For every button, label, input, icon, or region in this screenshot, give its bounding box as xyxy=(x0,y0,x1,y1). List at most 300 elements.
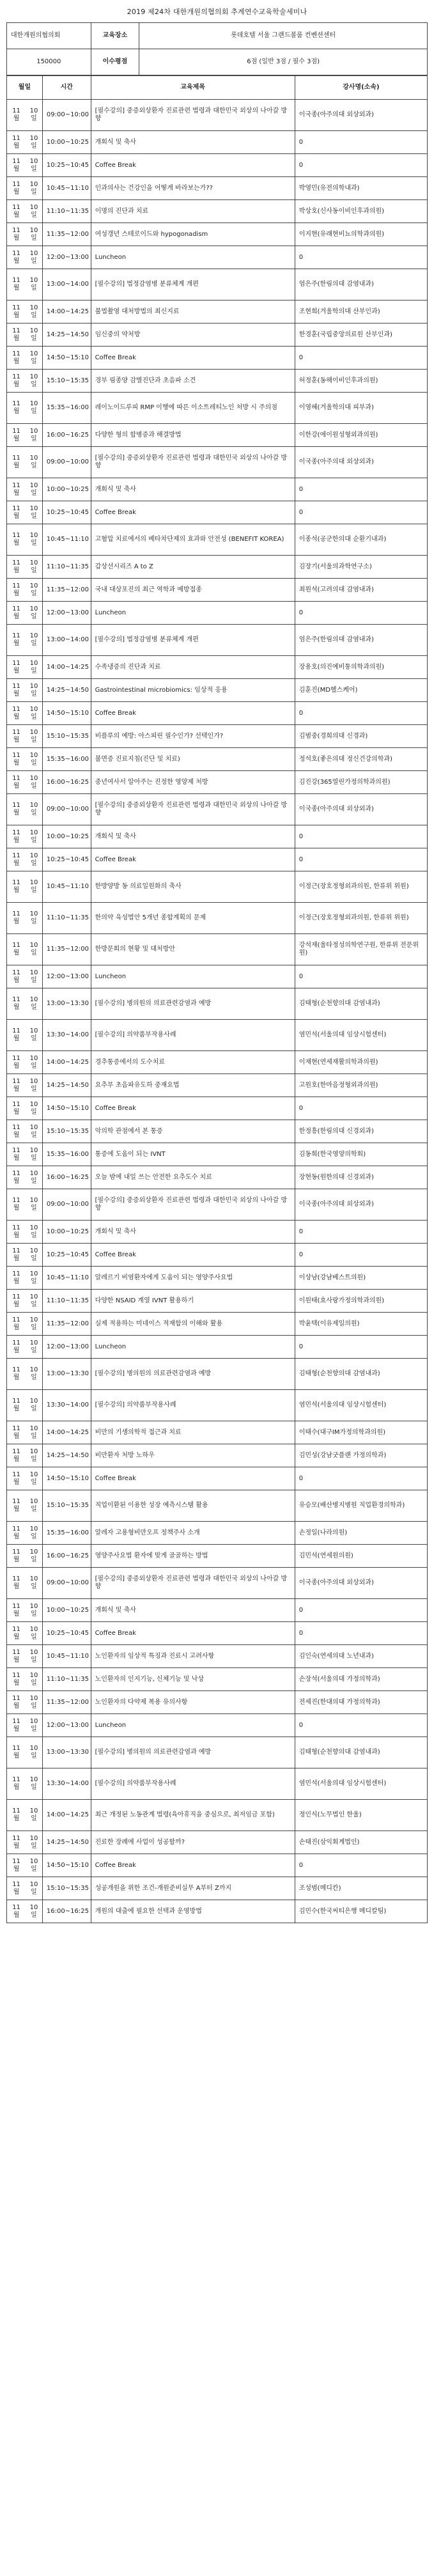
row-month: 11월 xyxy=(7,1467,26,1490)
row-speaker: 김태형(순천향의대 감염내과) xyxy=(295,1737,427,1768)
table-row xyxy=(7,1599,428,1622)
row-month: 11월 xyxy=(7,1831,26,1854)
row-speaker: 0 xyxy=(295,1854,427,1877)
row-title: Coffee Break xyxy=(91,1622,295,1645)
row-day: 10일 xyxy=(26,447,42,478)
row-speaker: 김장기(서울의과학연구소) xyxy=(295,556,427,579)
row-title: 성공개원을 위한 조건-개원준비실무 A부터 Z까지 xyxy=(91,1877,295,1900)
table-row xyxy=(7,1166,428,1189)
row-month: 11월 xyxy=(7,1244,26,1267)
row-speaker: 이지현(유래현비뇨의학과의원) xyxy=(295,223,427,246)
row-month: 11월 xyxy=(7,988,26,1020)
row-day: 10일 xyxy=(26,370,42,393)
row-day: 10일 xyxy=(26,1490,42,1522)
row-day: 10일 xyxy=(26,1359,42,1390)
row-day: 10일 xyxy=(26,702,42,725)
table-row xyxy=(7,347,428,370)
row-month: 11월 xyxy=(7,1691,26,1714)
row-time: 10:25~10:45 xyxy=(42,1622,91,1645)
row-day: 10일 xyxy=(26,1267,42,1290)
table-row xyxy=(7,1854,428,1877)
row-day: 10일 xyxy=(26,1668,42,1691)
table-row xyxy=(7,871,428,903)
row-speaker: 엄은주(한림의대 감염내과) xyxy=(295,625,427,656)
row-day: 10일 xyxy=(26,794,42,825)
row-time: 14:25~14:50 xyxy=(42,1831,91,1854)
row-day: 10일 xyxy=(26,501,42,524)
row-time: 15:35~16:00 xyxy=(42,748,91,771)
row-title: 한방문회의 현황 및 대처방안 xyxy=(91,934,295,965)
row-speaker: 이원태(효사랑가정의학과의원) xyxy=(295,1290,427,1313)
row-month: 11월 xyxy=(7,524,26,556)
row-speaker: 이재현(연세재활의학과의원) xyxy=(295,1051,427,1074)
row-speaker: 전세진(한대의대 가정의학과) xyxy=(295,1691,427,1714)
row-time: 14:25~14:50 xyxy=(42,679,91,702)
fee-value: 150000 xyxy=(7,49,91,75)
row-title: 갑상선시리즈 A to Z xyxy=(91,556,295,579)
row-day: 10일 xyxy=(26,1691,42,1714)
table-row xyxy=(7,1267,428,1290)
row-speaker: 0 xyxy=(295,848,427,871)
row-day: 10일 xyxy=(26,524,42,556)
row-time: 09:00~10:00 xyxy=(42,100,91,131)
row-speaker: 김민석(연세원의원) xyxy=(295,1545,427,1568)
row-speaker: 0 xyxy=(295,246,427,269)
row-speaker: 최원석(고려의대 감염내과) xyxy=(295,579,427,602)
row-time: 12:00~13:00 xyxy=(42,1336,91,1359)
row-day: 10일 xyxy=(26,1877,42,1900)
row-month: 11월 xyxy=(7,1221,26,1244)
row-title: 여성갱년 스테로이드와 hypogonadism xyxy=(91,223,295,246)
table-row xyxy=(7,269,428,301)
row-title: Coffee Break xyxy=(91,848,295,871)
row-day: 10일 xyxy=(26,1020,42,1051)
row-time: 10:00~10:25 xyxy=(42,1221,91,1244)
row-speaker: 장용호(의진예비통의학과의원) xyxy=(295,656,427,679)
row-month: 11월 xyxy=(7,1267,26,1290)
row-speaker: 0 xyxy=(295,1336,427,1359)
table-row xyxy=(7,1831,428,1854)
row-title: Coffee Break xyxy=(91,702,295,725)
row-speaker: 0 xyxy=(295,702,427,725)
row-month: 11월 xyxy=(7,223,26,246)
row-day: 10일 xyxy=(26,748,42,771)
table-row xyxy=(7,1221,428,1244)
row-title: 비플루의 예방: 아스피린 필수인가? 선택인가? xyxy=(91,725,295,748)
row-month: 11월 xyxy=(7,1421,26,1444)
row-day: 10일 xyxy=(26,1467,42,1490)
row-title: 개회식 및 축사 xyxy=(91,478,295,501)
row-day: 10일 xyxy=(26,1290,42,1313)
row-month: 11월 xyxy=(7,625,26,656)
table-row xyxy=(7,679,428,702)
row-title: Gastrointestinal microbiomics: 임상적 응용 xyxy=(91,679,295,702)
row-speaker: 0 xyxy=(295,602,427,625)
row-time: 15:10~15:35 xyxy=(42,1877,91,1900)
header-time: 시간 xyxy=(42,76,91,100)
row-time: 14:25~14:50 xyxy=(42,324,91,347)
row-month: 11월 xyxy=(7,794,26,825)
table-row xyxy=(7,625,428,656)
row-day: 10일 xyxy=(26,246,42,269)
row-time: 15:35~16:00 xyxy=(42,1522,91,1545)
row-title: 악의학 관점에서 본 통증 xyxy=(91,1120,295,1143)
row-month: 11월 xyxy=(7,1714,26,1737)
row-day: 10일 xyxy=(26,200,42,223)
row-speaker: 0 xyxy=(295,347,427,370)
row-time: 10:25~10:45 xyxy=(42,1244,91,1267)
row-time: 10:25~10:45 xyxy=(42,501,91,524)
row-speaker: 김훈진(MD헬스케어) xyxy=(295,679,427,702)
row-month: 11월 xyxy=(7,447,26,478)
row-day: 10일 xyxy=(26,478,42,501)
row-speaker: 장현동(원한의대 신경외과) xyxy=(295,1166,427,1189)
row-month: 11월 xyxy=(7,1051,26,1074)
row-title: 불법촬영 대처방법의 최신지료 xyxy=(91,301,295,324)
row-day: 10일 xyxy=(26,1599,42,1622)
row-time: 11:35~12:00 xyxy=(42,579,91,602)
row-day: 10일 xyxy=(26,625,42,656)
row-speaker: 이종석(공군한의대 순환기내과) xyxy=(295,524,427,556)
table-row xyxy=(7,1444,428,1467)
row-day: 10일 xyxy=(26,1714,42,1737)
row-day: 10일 xyxy=(26,1800,42,1831)
row-month: 11월 xyxy=(7,656,26,679)
row-month: 11월 xyxy=(7,1189,26,1221)
table-row xyxy=(7,324,428,347)
table-row xyxy=(7,1668,428,1691)
row-speaker: 이상남(강남베스트의원) xyxy=(295,1267,427,1290)
row-speaker: 이한강(에이원성형외과의원) xyxy=(295,424,427,447)
row-title: Coffee Break xyxy=(91,501,295,524)
row-title: 직업이환된 이용한 성장 예측시스템 활용 xyxy=(91,1490,295,1522)
row-speaker: 염민석(서울의대 임상시험센터) xyxy=(295,1768,427,1800)
table-row xyxy=(7,988,428,1020)
row-month: 11월 xyxy=(7,1599,26,1622)
row-title: 개회식 및 축사 xyxy=(91,825,295,848)
row-title: Luncheon xyxy=(91,1714,295,1737)
row-month: 11월 xyxy=(7,1290,26,1313)
row-speaker: 정인식(노무법인 한울) xyxy=(295,1800,427,1831)
table-row xyxy=(7,1097,428,1120)
row-day: 10일 xyxy=(26,725,42,748)
table-row xyxy=(7,200,428,223)
table-row xyxy=(7,1714,428,1737)
row-title: 중년여사서 알아주는 진정한 영양제 처방 xyxy=(91,771,295,794)
row-title: 임신중의 약처방 xyxy=(91,324,295,347)
row-month: 11월 xyxy=(7,1800,26,1831)
row-speaker: 손정일(나라의원) xyxy=(295,1522,427,1545)
row-time: 11:10~11:35 xyxy=(42,1668,91,1691)
row-time: 14:50~15:10 xyxy=(42,1097,91,1120)
table-row xyxy=(7,154,428,177)
row-day: 10일 xyxy=(26,988,42,1020)
row-speaker: 김범중(경희의대 신경과) xyxy=(295,725,427,748)
table-row xyxy=(7,794,428,825)
table-row xyxy=(7,1051,428,1074)
row-speaker: 0 xyxy=(295,1467,427,1490)
row-speaker: 김태형(순천향의대 감염내과) xyxy=(295,988,427,1020)
row-time: 13:30~14:00 xyxy=(42,1020,91,1051)
row-speaker: 박영민(유전의학내과) xyxy=(295,177,427,200)
row-time: 16:00~16:25 xyxy=(42,1900,91,1923)
table-row xyxy=(7,1877,428,1900)
row-title: Luncheon xyxy=(91,246,295,269)
row-month: 11월 xyxy=(7,1359,26,1390)
row-time: 14:50~15:10 xyxy=(42,702,91,725)
table-row xyxy=(7,1622,428,1645)
row-speaker: 0 xyxy=(295,1097,427,1120)
table-row xyxy=(7,1691,428,1714)
header-title: 교육제목 xyxy=(91,76,295,100)
row-title: 개회식 및 축사 xyxy=(91,1599,295,1622)
table-row xyxy=(7,579,428,602)
row-speaker: 허정훈(동해이비인후과의원) xyxy=(295,370,427,393)
row-speaker: 이국종(아주의대 외상외과) xyxy=(295,1568,427,1599)
header-speaker: 강사명(소속) xyxy=(295,76,427,100)
row-speaker: 박상호(신사동이비인후과의원) xyxy=(295,200,427,223)
row-speaker: 0 xyxy=(295,501,427,524)
row-speaker: 조현희(겨울학의대 산부인과) xyxy=(295,301,427,324)
row-title: 고혈압 치료에서의 베타차단제의 효과와 안전성 (BENEFIT KOREA) xyxy=(91,524,295,556)
row-month: 11월 xyxy=(7,1120,26,1143)
row-speaker: 이정근(장호정형외과의원, 한류위 위원) xyxy=(295,871,427,903)
row-title: Coffee Break xyxy=(91,1244,295,1267)
row-title: [필수강의] 병의원의 의료관련감염과 예방 xyxy=(91,1359,295,1390)
row-day: 10일 xyxy=(26,393,42,424)
table-row xyxy=(7,501,428,524)
row-day: 10일 xyxy=(26,1221,42,1244)
row-time: 11:10~11:35 xyxy=(42,903,91,934)
row-month: 11월 xyxy=(7,1668,26,1691)
row-month: 11월 xyxy=(7,965,26,988)
row-speaker: 0 xyxy=(295,1221,427,1244)
row-month: 11월 xyxy=(7,1522,26,1545)
row-day: 10일 xyxy=(26,848,42,871)
row-month: 11월 xyxy=(7,1097,26,1120)
row-title: Coffee Break xyxy=(91,347,295,370)
row-day: 10일 xyxy=(26,1854,42,1877)
row-title: 개회식 및 축사 xyxy=(91,1221,295,1244)
row-title: 비만의 기생의학적 접근과 치료 xyxy=(91,1421,295,1444)
row-day: 10일 xyxy=(26,1900,42,1923)
row-day: 10일 xyxy=(26,1737,42,1768)
row-title: [필수강의] 중증외상환자 진료관련 법령과 대한민국 외상의 나아갈 방향 xyxy=(91,1568,295,1599)
table-row xyxy=(7,1120,428,1143)
table-row xyxy=(7,223,428,246)
table-row xyxy=(7,177,428,200)
row-time: 15:10~15:35 xyxy=(42,1120,91,1143)
row-time: 10:45~11:10 xyxy=(42,1645,91,1668)
row-title: [필수강의] 병의원의 의료관련감염과 예방 xyxy=(91,1737,295,1768)
row-time: 10:45~11:10 xyxy=(42,1267,91,1290)
row-month: 11월 xyxy=(7,1854,26,1877)
row-day: 10일 xyxy=(26,825,42,848)
row-time: 10:45~11:10 xyxy=(42,177,91,200)
row-title: Luncheon xyxy=(91,965,295,988)
row-time: 14:00~14:25 xyxy=(42,1421,91,1444)
row-title: 진료한 장례에 사업이 성공할까? xyxy=(91,1831,295,1854)
row-month: 11월 xyxy=(7,1737,26,1768)
row-month: 11월 xyxy=(7,1645,26,1668)
row-month: 11월 xyxy=(7,246,26,269)
row-time: 16:00~16:25 xyxy=(42,1166,91,1189)
table-row xyxy=(7,1020,428,1051)
row-time: 09:00~10:00 xyxy=(42,1189,91,1221)
table-row xyxy=(7,1359,428,1390)
row-month: 11월 xyxy=(7,871,26,903)
row-time: 12:00~13:00 xyxy=(42,1714,91,1737)
row-title: [필수강의] 중증외상환자 진료관련 법령과 대한민국 외상의 나아갈 방향 xyxy=(91,100,295,131)
row-time: 14:00~14:25 xyxy=(42,656,91,679)
row-speaker: 0 xyxy=(295,965,427,988)
row-title: Coffee Break xyxy=(91,154,295,177)
table-row xyxy=(7,1143,428,1166)
row-speaker: 0 xyxy=(295,1714,427,1737)
row-month: 11월 xyxy=(7,579,26,602)
row-time: 14:50~15:10 xyxy=(42,347,91,370)
row-speaker: 김태형(순천향의대 감염내과) xyxy=(295,1359,427,1390)
row-speaker: 김민수(한국씨티은행 메디칼팀) xyxy=(295,1900,427,1923)
row-speaker: 이국종(아주의대 외상외과) xyxy=(295,447,427,478)
row-title: [필수강의] 의약품부작용사례 xyxy=(91,1768,295,1800)
row-time: 10:45~11:10 xyxy=(42,524,91,556)
row-title: 경부 림종양 감별진단과 초음파 소견 xyxy=(91,370,295,393)
table-row xyxy=(7,1244,428,1267)
row-speaker: 이국종(아주의대 외상외과) xyxy=(295,794,427,825)
row-time: 10:00~10:25 xyxy=(42,131,91,154)
row-speaker: 김인숙(연세의대 노년내과) xyxy=(295,1645,427,1668)
info-table xyxy=(6,22,428,75)
table-row xyxy=(7,424,428,447)
row-time: 10:00~10:25 xyxy=(42,478,91,501)
table-row xyxy=(7,1290,428,1313)
row-day: 10일 xyxy=(26,903,42,934)
row-month: 11월 xyxy=(7,100,26,131)
table-row xyxy=(7,524,428,556)
row-month: 11월 xyxy=(7,748,26,771)
table-row xyxy=(7,934,428,965)
row-time: 10:00~10:25 xyxy=(42,825,91,848)
row-day: 10일 xyxy=(26,1051,42,1074)
row-time: 16:00~16:25 xyxy=(42,424,91,447)
row-time: 13:00~13:30 xyxy=(42,988,91,1020)
row-time: 16:00~16:25 xyxy=(42,771,91,794)
table-row xyxy=(7,370,428,393)
organization-cell: 대한개원의협의회 xyxy=(7,23,91,49)
row-time: 15:35~16:00 xyxy=(42,1143,91,1166)
row-day: 10일 xyxy=(26,602,42,625)
row-title: Coffee Break xyxy=(91,1097,295,1120)
row-speaker: 0 xyxy=(295,1244,427,1267)
table-row xyxy=(7,393,428,424)
row-day: 10일 xyxy=(26,1097,42,1120)
row-month: 11월 xyxy=(7,1074,26,1097)
row-time: 09:00~10:00 xyxy=(42,447,91,478)
row-month: 11월 xyxy=(7,679,26,702)
row-title: 수족냉증의 진단과 치료 xyxy=(91,656,295,679)
row-title: [필수강의] 중증외상환자 진료관련 법령과 대한민국 외상의 나아갈 방향 xyxy=(91,1189,295,1221)
row-month: 11월 xyxy=(7,903,26,934)
row-month: 11월 xyxy=(7,848,26,871)
table-row xyxy=(7,100,428,131)
row-time: 13:30~14:00 xyxy=(42,1768,91,1800)
row-month: 11월 xyxy=(7,269,26,301)
row-speaker: 박윤택(이유제일의원) xyxy=(295,1313,427,1336)
row-day: 10일 xyxy=(26,579,42,602)
row-time: 15:10~15:35 xyxy=(42,370,91,393)
row-speaker: 엄은주(한림의대 감염내과) xyxy=(295,269,427,301)
row-time: 14:25~14:50 xyxy=(42,1074,91,1097)
schedule-body xyxy=(7,100,428,1923)
row-speaker: 0 xyxy=(295,825,427,848)
table-row xyxy=(7,1467,428,1490)
row-time: 11:35~12:00 xyxy=(42,1313,91,1336)
row-speaker: 강석재(울타정성의학연구원, 한류위 전문위원) xyxy=(295,934,427,965)
document-title: 2019 제24차 대한개원의협의회 추계연수교육학술세미나 xyxy=(127,8,307,16)
row-title: 불면증 진료지침(진단 및 치료) xyxy=(91,748,295,771)
row-time: 11:35~12:00 xyxy=(42,223,91,246)
row-day: 10일 xyxy=(26,656,42,679)
row-day: 10일 xyxy=(26,1189,42,1221)
row-time: 13:30~14:00 xyxy=(42,1390,91,1421)
table-row xyxy=(7,131,428,154)
row-speaker: 김민성(강남굿플랜 가정의학과) xyxy=(295,1444,427,1467)
row-title: 한방양방 동 의료일원화의 축사 xyxy=(91,871,295,903)
row-month: 11월 xyxy=(7,1768,26,1800)
row-day: 10일 xyxy=(26,1831,42,1854)
row-day: 10일 xyxy=(26,1568,42,1599)
row-day: 10일 xyxy=(26,1768,42,1800)
row-day: 10일 xyxy=(26,1622,42,1645)
row-speaker: 김진강(365열린가정의학과의원) xyxy=(295,771,427,794)
row-time: 13:00~14:00 xyxy=(42,269,91,301)
row-time: 09:00~10:00 xyxy=(42,794,91,825)
row-title: 다양한 형의 합병증과 해결방법 xyxy=(91,424,295,447)
row-title: 최근 개정된 노동관계 법령(육아휴직을 중심으로, 최저임금 포함) xyxy=(91,1800,295,1831)
row-day: 10일 xyxy=(26,269,42,301)
table-row xyxy=(7,825,428,848)
row-time: 09:00~10:00 xyxy=(42,1568,91,1599)
row-month: 11월 xyxy=(7,347,26,370)
row-month: 11월 xyxy=(7,424,26,447)
row-speaker: 조성범(메디칸) xyxy=(295,1877,427,1900)
row-day: 10일 xyxy=(26,556,42,579)
row-title: 한의약 육성법안 5개년 종합계획의 문제 xyxy=(91,903,295,934)
row-month: 11월 xyxy=(7,1020,26,1051)
row-day: 10일 xyxy=(26,1313,42,1336)
row-time: 16:00~16:25 xyxy=(42,1545,91,1568)
table-row xyxy=(7,1336,428,1359)
row-month: 11월 xyxy=(7,478,26,501)
row-month: 11월 xyxy=(7,825,26,848)
table-row xyxy=(7,965,428,988)
row-title: 이명의 진단과 치료 xyxy=(91,200,295,223)
row-time: 14:50~15:10 xyxy=(42,1854,91,1877)
row-time: 13:00~14:00 xyxy=(42,625,91,656)
row-day: 10일 xyxy=(26,1545,42,1568)
venue-value: 롯데호텔 서울 그랜드볼룸 컨벤션센터 xyxy=(139,23,428,49)
row-day: 10일 xyxy=(26,131,42,154)
row-month: 11월 xyxy=(7,1166,26,1189)
row-time: 15:10~15:35 xyxy=(42,725,91,748)
table-row xyxy=(7,1800,428,1831)
row-month: 11월 xyxy=(7,1568,26,1599)
row-title: 알레르기 비염환자에게 도움이 되는 영양주사요법 xyxy=(91,1267,295,1290)
row-month: 11월 xyxy=(7,1143,26,1166)
table-row xyxy=(7,1522,428,1545)
row-day: 10일 xyxy=(26,871,42,903)
